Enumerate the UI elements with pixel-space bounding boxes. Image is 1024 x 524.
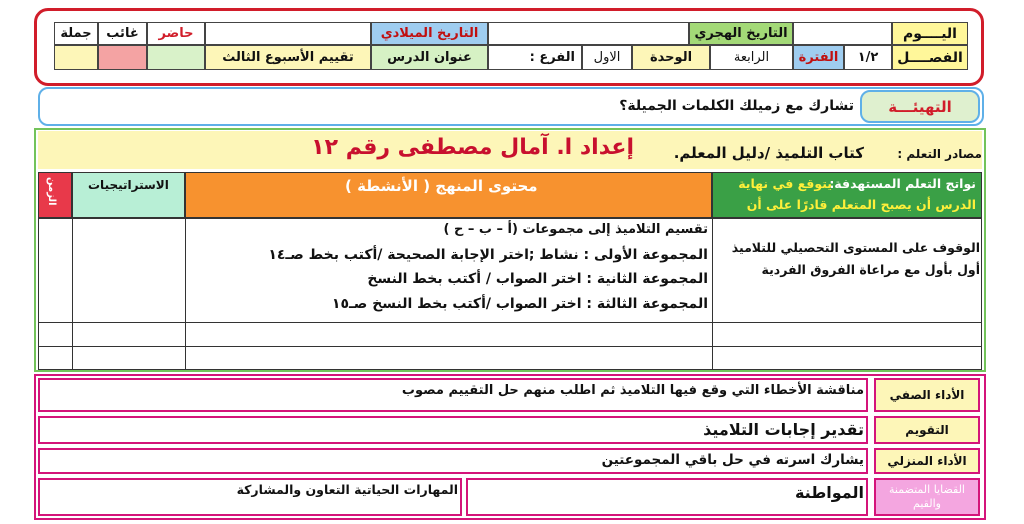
total-label: جملة <box>54 22 98 45</box>
chapter-label: الفصــــل <box>892 45 968 70</box>
intro-label-box <box>860 90 980 123</box>
homework-label: الأداء المنزلي <box>887 454 967 468</box>
sources-label: مصادر التعلم : <box>897 147 982 161</box>
homework-text: يشارك اسرته في حل باقي المجموعتين <box>601 452 864 468</box>
present-label: حاضر <box>147 22 205 45</box>
values-label-box <box>874 478 980 516</box>
period-label: الفترة <box>793 45 844 70</box>
strategies-header: الاستراتيجيات <box>88 178 169 192</box>
day-value[interactable] <box>793 22 892 45</box>
content-line-4: المجموعة الثالثة : اختر الصواب /أكتب بخط النسخ صـ١٥ <box>331 296 708 312</box>
outcomes-header-2: الدرس أن يصبح المتعلم قادرًا على أن <box>746 197 976 212</box>
evaluation-text: تقدير إجابات التلاميذ <box>703 420 864 439</box>
unit-label: الوحدة <box>632 45 710 70</box>
evaluation-label: التقويم <box>905 423 949 437</box>
values-text: المواطنة <box>794 483 864 502</box>
performance-text: مناقشة الأخطاء التي وقع فيها التلاميذ ثم اطلب منهم حل التقييم مصوب <box>401 383 864 398</box>
miladi-date-label: التاريخ الميلادي <box>371 22 488 45</box>
content-line-3: المجموعة الثانية : اختر الصواب / أكتب بخط النسخ <box>367 271 708 287</box>
intro-label: التهيئـــة <box>888 97 952 116</box>
content-line-2: المجموعة الأولى : نشاط ;اختر الإجابة الصحيحة /أكتب بخط صـ١٤ <box>268 247 708 263</box>
hijri-date-value[interactable] <box>488 22 689 45</box>
values-label: القضايا المتضمنة والقيم <box>889 483 965 510</box>
unit-value: الاول <box>582 45 632 70</box>
miladi-date-value[interactable] <box>205 22 371 45</box>
time-header: الزمن <box>46 177 57 206</box>
lesson-title-value: تقييم الأسبوع الثالث <box>205 45 371 70</box>
performance-label: الأداء الصفي <box>889 388 965 402</box>
evaluation-label-box <box>874 416 980 444</box>
content-line-1: تقسيم التلاميذ إلى مجموعات (أ – ب – ح ) <box>443 222 708 237</box>
outcomes-header-1: نواتج التعلم المستهدفة: <box>829 176 976 191</box>
outcome-text-2: أول بأول مع مراعاة الفروق الفردية <box>761 262 980 277</box>
present-count[interactable] <box>147 45 205 70</box>
period-value: الرابعة <box>710 45 793 70</box>
chapter-value: ١/٢ <box>844 45 892 70</box>
author-text: إعداد ا. آمال مصطفى رقم ١٢ <box>311 135 634 160</box>
absent-label: غائب <box>98 22 147 45</box>
intro-text: تشارك مع زميلك الكلمات الجميلة؟ <box>619 98 854 114</box>
branch-label: الفرع : <box>488 45 582 70</box>
content-header: محتوى المنهج ( الأنشطة ) <box>345 177 538 195</box>
lesson-title-label: عنوان الدرس <box>371 45 488 70</box>
hijri-date-label: التاريخ الهجري <box>689 22 793 45</box>
skills-text: المهارات الحياتية التعاون والمشاركة <box>236 482 458 497</box>
absent-count[interactable] <box>98 45 147 70</box>
performance-label-box <box>874 378 980 412</box>
outcomes-header-1b: يتوقع في نهاية <box>738 176 832 191</box>
day-label: اليــــوم <box>892 22 968 45</box>
outcome-text-1: الوقوف على المستوى التحصيلي للتلاميذ <box>731 240 980 255</box>
homework-label-box <box>874 448 980 474</box>
sources-value: كتاب التلميذ /دليل المعلم. <box>673 144 864 162</box>
total-count[interactable] <box>54 45 98 70</box>
